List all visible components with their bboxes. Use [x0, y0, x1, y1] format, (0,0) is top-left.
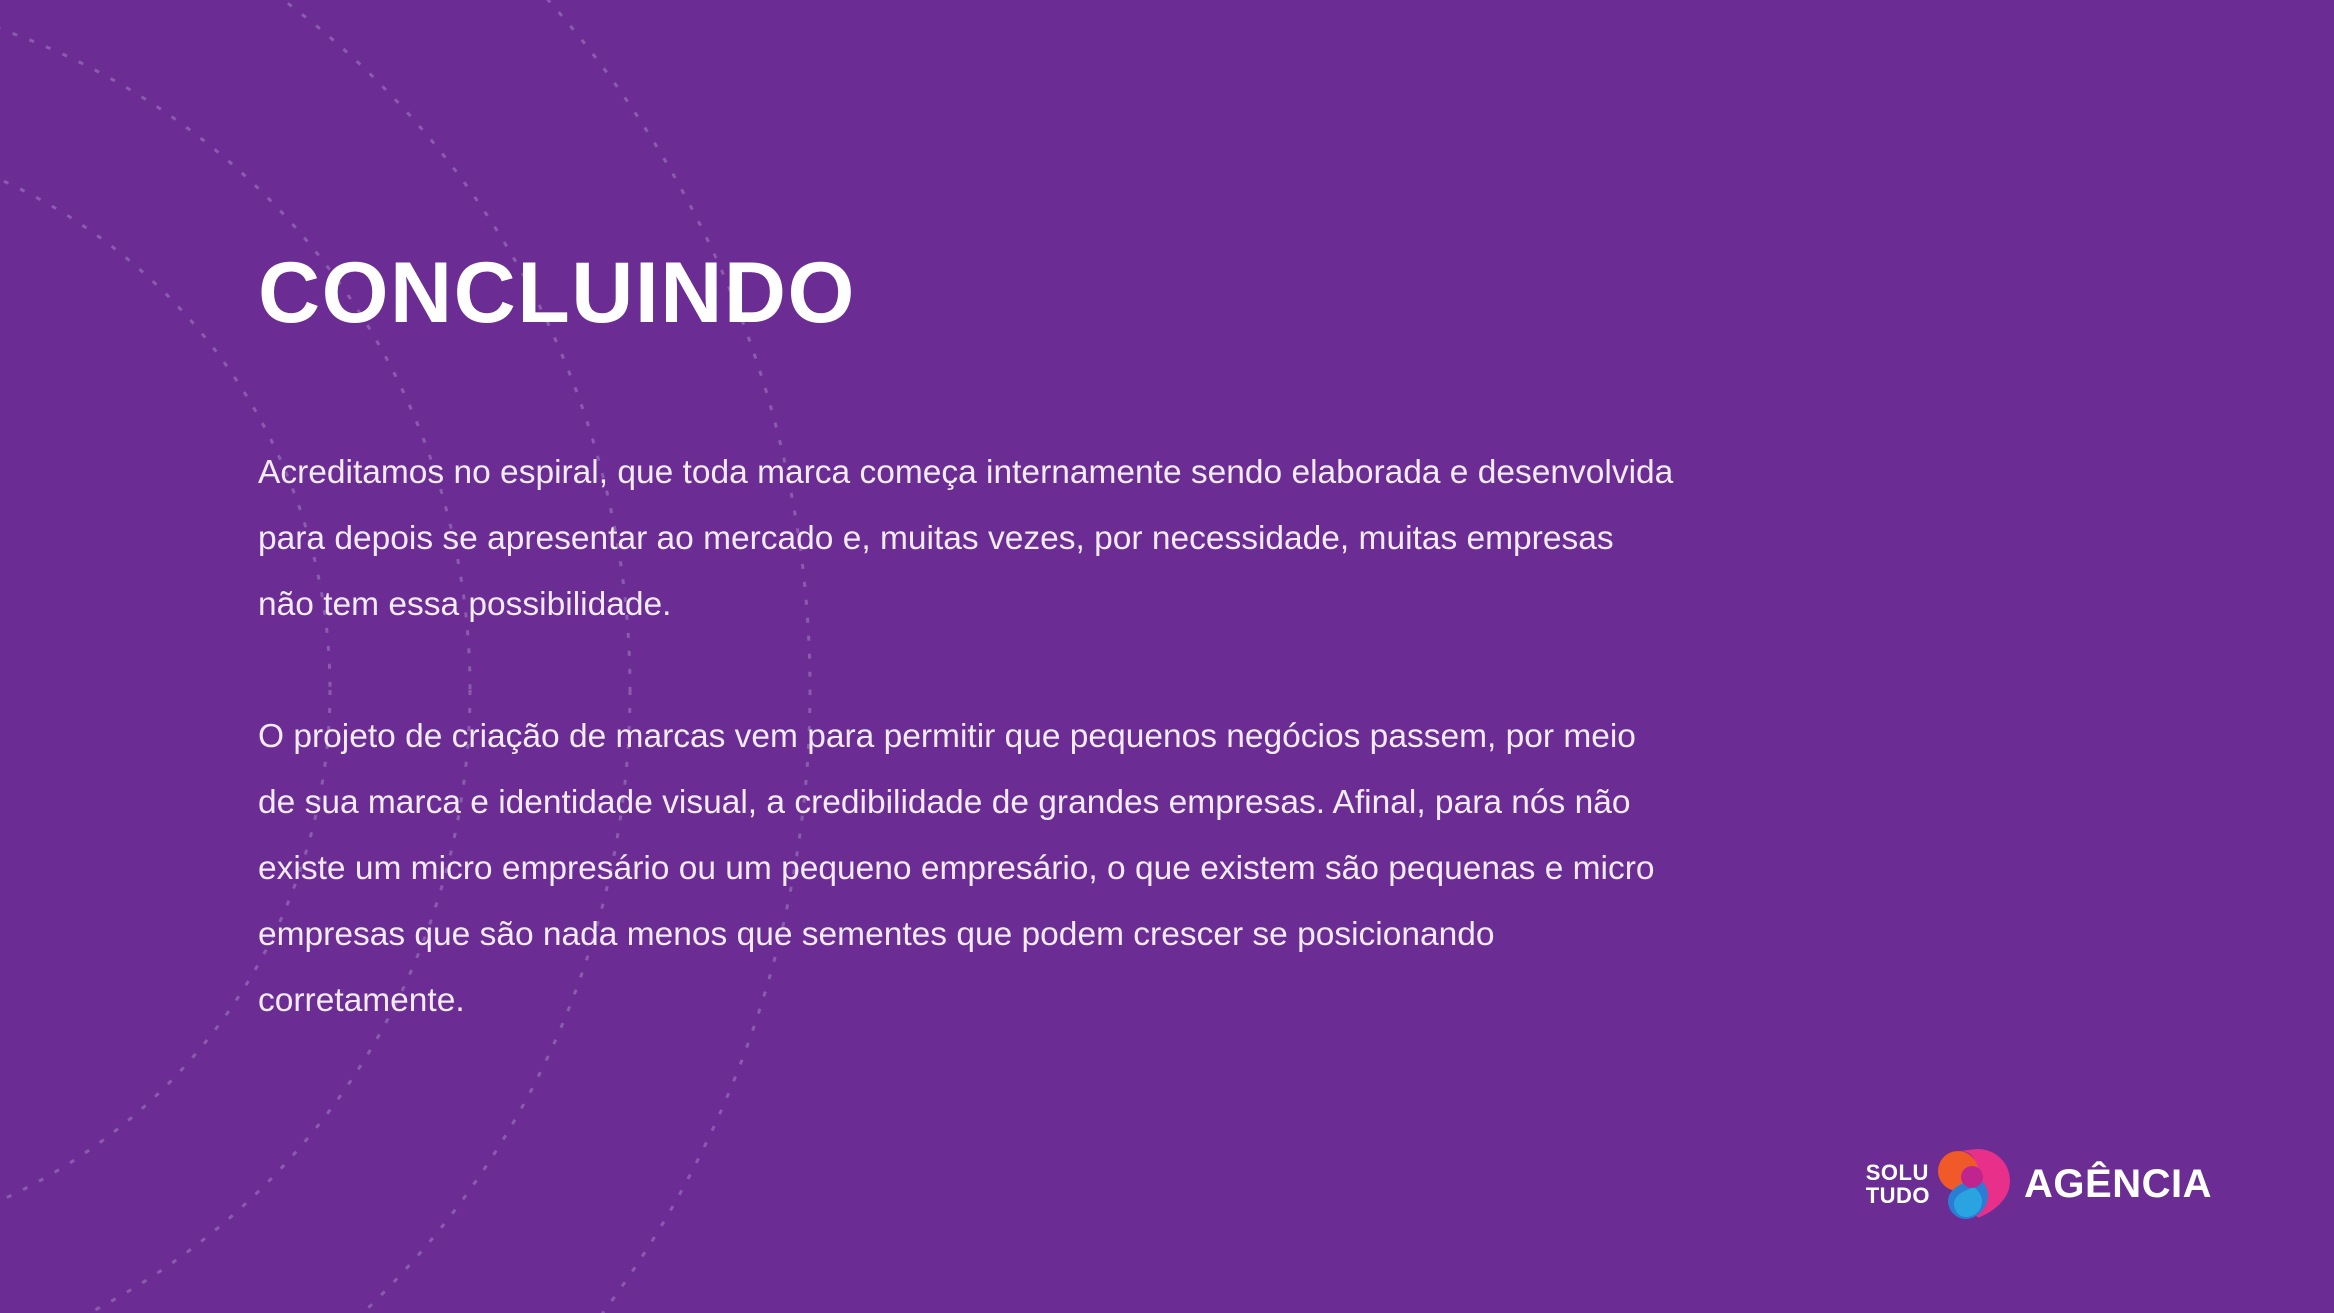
- brand-logo: [1866, 1147, 2212, 1221]
- logo-line-2: TUDO: [1865, 1183, 1931, 1208]
- body-copy: [258, 440, 1678, 1034]
- page-title: CONCLUINDO: [258, 244, 856, 341]
- logo-line-1: SOLU: [1865, 1160, 1929, 1185]
- paragraph-2: O projeto de criação de marcas vem para permitir que pequenos negócios passem, por meio de sua marca e identidade visual, a credibilidade de grandes empresas. Afinal, para nós não existe um micro empresário ou um pequeno empresário, o que existem são pequenas e micro empresas que são nada menos que sementes que podem crescer se posicionando corretamente.: [258, 718, 1655, 1019]
- paragraph-1: Acreditamos no espiral, que toda marca começa internamente sendo elaborada e desenvolvida para depois se apresentar ao mercado e, muitas vezes, por necessidade, muitas empresas não tem essa possibilidade.: [258, 454, 1674, 623]
- logo-wordmark-stacked: [1866, 1161, 1930, 1207]
- solutudo-drop-icon: [1936, 1147, 2014, 1221]
- logo-word-agencia: AGÊNCIA: [2024, 1162, 2212, 1206]
